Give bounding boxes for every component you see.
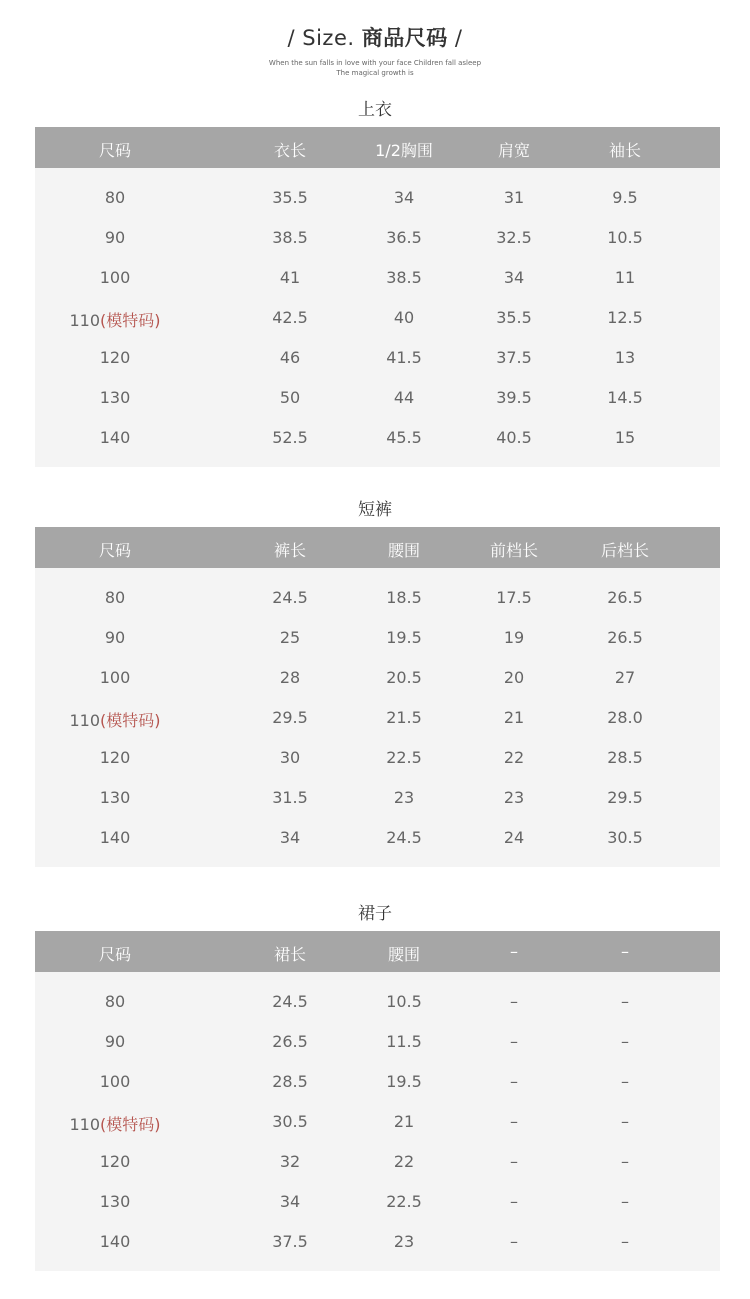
size-cell [100,1152,131,1171]
measurement-cell: 29.5 [607,788,643,807]
measurement-cell: 22.5 [386,748,422,767]
table-row [35,178,720,218]
measurement-cell: 15 [614,428,636,447]
size-cell [105,228,125,247]
measurement-cell: 46 [279,348,301,367]
measurement-cell: 36.5 [386,228,422,247]
measurement-cell: 34 [393,188,415,207]
page-subtitle: When the sun falls in love with your face Children fall asleep The magical growth is [268,59,482,77]
column-header: 裤长 [273,541,307,560]
page-title [0,22,750,52]
measurement-cell: 28.0 [607,708,643,727]
measurement-cell: 30.5 [272,1112,308,1131]
measurement-cell: – [621,1232,629,1251]
table-row [35,1062,720,1102]
measurement-cell: 19 [503,628,525,647]
measurement-cell: – [621,992,629,1011]
table-body [35,168,720,458]
measurement-cell: 26.5 [607,588,643,607]
table-row [35,418,720,458]
column-header: 尺码 [98,141,132,160]
size-cell [100,1072,131,1091]
column-header: 腰围 [387,541,421,560]
measurement-cell: 34 [279,1192,301,1211]
size-cell [69,1112,160,1135]
table-header [35,527,720,568]
table-row [35,778,720,818]
table-row [35,1142,720,1182]
measurement-cell: 37.5 [272,1232,308,1251]
column-header: 肩宽 [497,141,531,160]
table-row [35,618,720,658]
measurement-cell: 42.5 [272,308,308,327]
size-value: 130 [99,388,131,407]
measurement-cell: – [621,1112,629,1131]
size-value: 130 [99,1192,131,1211]
table-row [35,218,720,258]
table-row [35,338,720,378]
page-header [0,22,750,78]
measurement-cell: – [510,1072,518,1091]
size-value: 120 [99,348,131,367]
measurement-cell: 30 [279,748,301,767]
measurement-cell: – [621,1152,629,1171]
size-value: 120 [99,748,131,767]
measurement-cell: 21 [393,1112,415,1131]
measurement-cell: 26.5 [272,1032,308,1051]
measurement-cell: 19.5 [386,628,422,647]
table-row [35,1222,720,1262]
measurement-cell: 45.5 [386,428,422,447]
size-value: 120 [99,1152,131,1171]
measurement-cell: 52.5 [272,428,308,447]
size-cell [100,828,131,847]
measurement-cell: – [510,1232,518,1251]
measurement-cell: 31 [503,188,525,207]
table-row [35,738,720,778]
size-value: 110 [69,311,101,330]
measurement-cell: 40.5 [496,428,532,447]
measurement-cell: 21.5 [386,708,422,727]
column-header: 尺码 [98,945,132,964]
table-row [35,698,720,738]
size-value: 80 [104,188,126,207]
size-value: 100 [99,268,131,287]
table-header [35,931,720,972]
column-header: – [510,942,518,961]
size-table-tops [35,127,720,467]
measurement-cell: 25 [279,628,301,647]
measurement-cell: 10.5 [386,992,422,1011]
measurement-cell: – [621,1032,629,1051]
size-cell [105,588,125,607]
size-cell [100,1192,131,1211]
size-cell [105,188,125,207]
measurement-cell: 32 [279,1152,301,1171]
measurement-cell: 28.5 [272,1072,308,1091]
measurement-cell: 37.5 [496,348,532,367]
size-value: 100 [99,1072,131,1091]
measurement-cell: 35.5 [272,188,308,207]
table-row [35,298,720,338]
measurement-cell: 27 [614,668,636,687]
size-cell [100,348,131,367]
measurement-cell: 38.5 [386,268,422,287]
measurement-cell: – [510,1152,518,1171]
size-value: 80 [104,992,126,1011]
model-size-note: (模特码) [100,311,161,330]
size-cell [100,788,131,807]
measurement-cell: – [621,1192,629,1211]
table-body [35,568,720,858]
size-cell [105,628,125,647]
measurement-cell: 31.5 [272,788,308,807]
measurement-cell: – [510,1112,518,1131]
section-title-skirt: 裙子 [358,904,392,924]
measurement-cell: 23 [503,788,525,807]
section-title-shorts: 短裤 [358,500,392,520]
measurement-cell: 20 [503,668,525,687]
measurement-cell: 14.5 [607,388,643,407]
size-value: 90 [104,1032,126,1051]
measurement-cell: 41 [279,268,301,287]
size-cell [69,708,160,731]
measurement-cell: 26.5 [607,628,643,647]
measurement-cell: 24.5 [386,828,422,847]
measurement-cell: 34 [279,828,301,847]
measurement-cell: 40 [393,308,415,327]
measurement-cell: – [621,1072,629,1091]
measurement-cell: 22 [393,1152,415,1171]
measurement-cell: 23 [393,1232,415,1251]
table-row [35,658,720,698]
column-header: 后档长 [600,541,650,560]
measurement-cell: 44 [393,388,415,407]
size-cell [100,668,131,687]
column-header: – [621,942,629,961]
measurement-cell: 20.5 [386,668,422,687]
measurement-cell: – [510,992,518,1011]
measurement-cell: 23 [393,788,415,807]
column-header: 袖长 [608,141,642,160]
measurement-cell: 9.5 [612,188,638,207]
size-table-skirt [35,931,720,1271]
measurement-cell: 34 [503,268,525,287]
table-row [35,258,720,298]
measurement-cell: 10.5 [607,228,643,247]
measurement-cell: 19.5 [386,1072,422,1091]
size-value: 130 [99,788,131,807]
size-cell [105,992,125,1011]
measurement-cell: 38.5 [272,228,308,247]
measurement-cell: 12.5 [607,308,643,327]
measurement-cell: – [510,1032,518,1051]
size-value: 140 [99,428,131,447]
table-header [35,127,720,168]
measurement-cell: 41.5 [386,348,422,367]
measurement-cell: 30.5 [607,828,643,847]
measurement-cell: 29.5 [272,708,308,727]
measurement-cell: 50 [279,388,301,407]
table-row [35,1022,720,1062]
section-title-tops: 上衣 [358,100,392,120]
measurement-cell: 11 [614,268,636,287]
size-cell [100,268,131,287]
size-value: 110 [69,1115,101,1134]
table-row [35,578,720,618]
size-value: 140 [99,828,131,847]
measurement-cell: 18.5 [386,588,422,607]
measurement-cell: 21 [503,708,525,727]
column-header: 1/2胸围 [375,141,433,160]
column-header: 前档长 [489,541,539,560]
measurement-cell: 22 [503,748,525,767]
measurement-cell: 32.5 [496,228,532,247]
column-header: 腰围 [387,945,421,964]
measurement-cell: 24.5 [272,588,308,607]
title-prefix: / Size. [287,26,355,50]
size-value: 90 [104,228,126,247]
size-value: 90 [104,628,126,647]
measurement-cell: 24 [503,828,525,847]
table-row [35,982,720,1022]
size-cell [100,388,131,407]
model-size-note: (模特码) [100,711,161,730]
size-value: 100 [99,668,131,687]
size-table-shorts [35,527,720,867]
size-cell [100,1232,131,1251]
column-header: 衣长 [273,141,307,160]
table-row [35,818,720,858]
table-row [35,1182,720,1222]
measurement-cell: 13 [614,348,636,367]
measurement-cell: 28.5 [607,748,643,767]
model-size-note: (模特码) [100,1115,161,1134]
size-cell [105,1032,125,1051]
size-value: 140 [99,1232,131,1251]
size-cell [100,748,131,767]
measurement-cell: 17.5 [496,588,532,607]
table-row [35,1102,720,1142]
table-body [35,972,720,1262]
column-header: 裙长 [273,945,307,964]
measurement-cell: 39.5 [496,388,532,407]
title-suffix: / [454,26,463,50]
size-value: 80 [104,588,126,607]
measurement-cell: 35.5 [496,308,532,327]
measurement-cell: 22.5 [386,1192,422,1211]
column-header: 尺码 [98,541,132,560]
measurement-cell: 11.5 [386,1032,422,1051]
size-cell [100,428,131,447]
title-zh: 商品尺码 [361,26,448,50]
size-cell [69,308,160,331]
table-row [35,378,720,418]
measurement-cell: 28 [279,668,301,687]
measurement-cell: – [510,1192,518,1211]
size-value: 110 [69,711,101,730]
measurement-cell: 24.5 [272,992,308,1011]
